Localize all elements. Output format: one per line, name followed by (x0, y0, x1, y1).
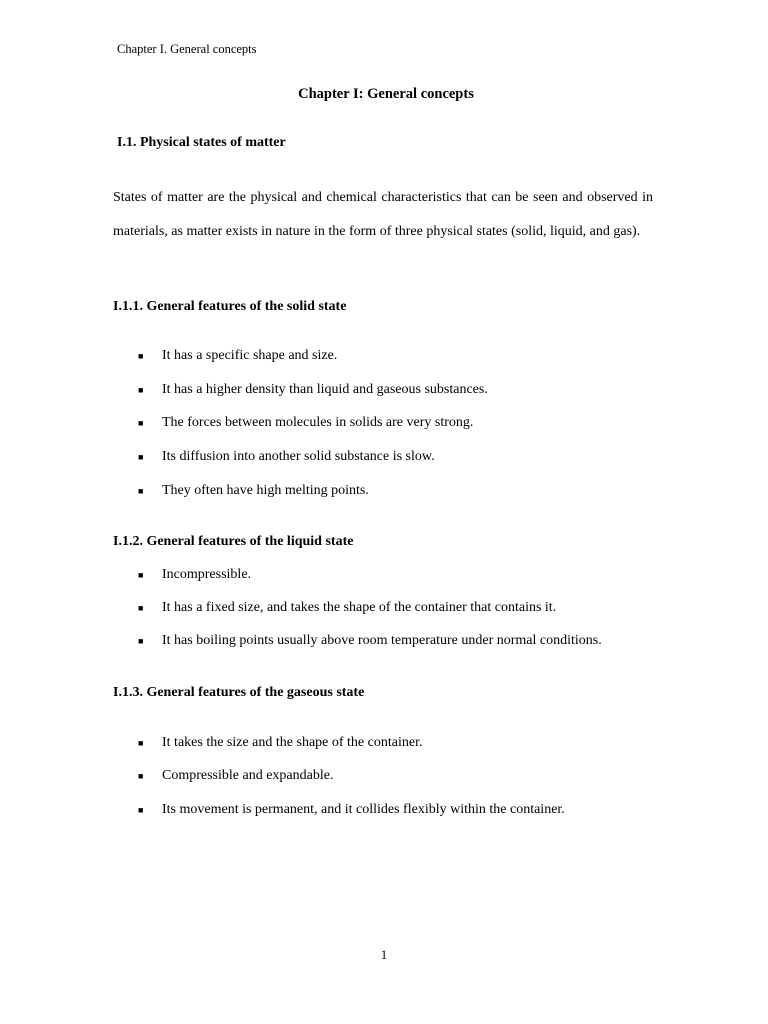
bullet-icon: ■ (138, 351, 144, 361)
bullet-icon: ■ (138, 570, 144, 580)
section-heading-solid: I.1.1. General features of the solid state (113, 299, 347, 314)
list-item: It has a specific shape and size. (162, 348, 338, 363)
page-number: 1 (380, 947, 388, 962)
bullet-icon: ■ (138, 486, 144, 496)
bullet-icon: ■ (138, 636, 144, 646)
intro-paragraph: States of matter are the physical and chemical characteristics that can be seen and observed in materials, as matter exists in nature in the form of three physical states (solid, liquid, and gas). (113, 190, 653, 239)
list-item: They often have high melting points. (162, 483, 369, 498)
list-item: The forces between molecules in solids are very strong. (162, 415, 474, 430)
list-item: It has a higher density than liquid and gaseous substances. (162, 382, 488, 397)
list-item: Incompressible. (162, 567, 252, 582)
bullet-icon: ■ (138, 418, 144, 428)
chapter-title: Chapter I: General concepts (298, 86, 474, 102)
list-item: It has a fixed size, and takes the shape of the container that contains it. (162, 600, 557, 615)
bullet-icon: ■ (138, 603, 144, 613)
bullet-icon: ■ (138, 385, 144, 395)
list-item: It has boiling points usually above room temperature under normal conditions. (162, 633, 602, 648)
list-item: Its diffusion into another solid substance is slow. (162, 449, 435, 464)
list-item: Its movement is permanent, and it collides flexibly within the container. (162, 802, 565, 817)
section-heading-liquid: I.1.2. General features of the liquid state (113, 534, 354, 549)
list-item: It takes the size and the shape of the container. (162, 735, 423, 750)
bullet-icon: ■ (138, 771, 144, 781)
running-header: Chapter I. General concepts (117, 42, 257, 56)
section-heading-gas: I.1.3. General features of the gaseous state (113, 685, 365, 700)
section-heading-physical-states: I.1. Physical states of matter (117, 135, 286, 150)
list-item: Compressible and expandable. (162, 768, 334, 783)
bullet-icon: ■ (138, 452, 144, 462)
bullet-icon: ■ (138, 738, 144, 748)
bullet-icon: ■ (138, 805, 144, 815)
